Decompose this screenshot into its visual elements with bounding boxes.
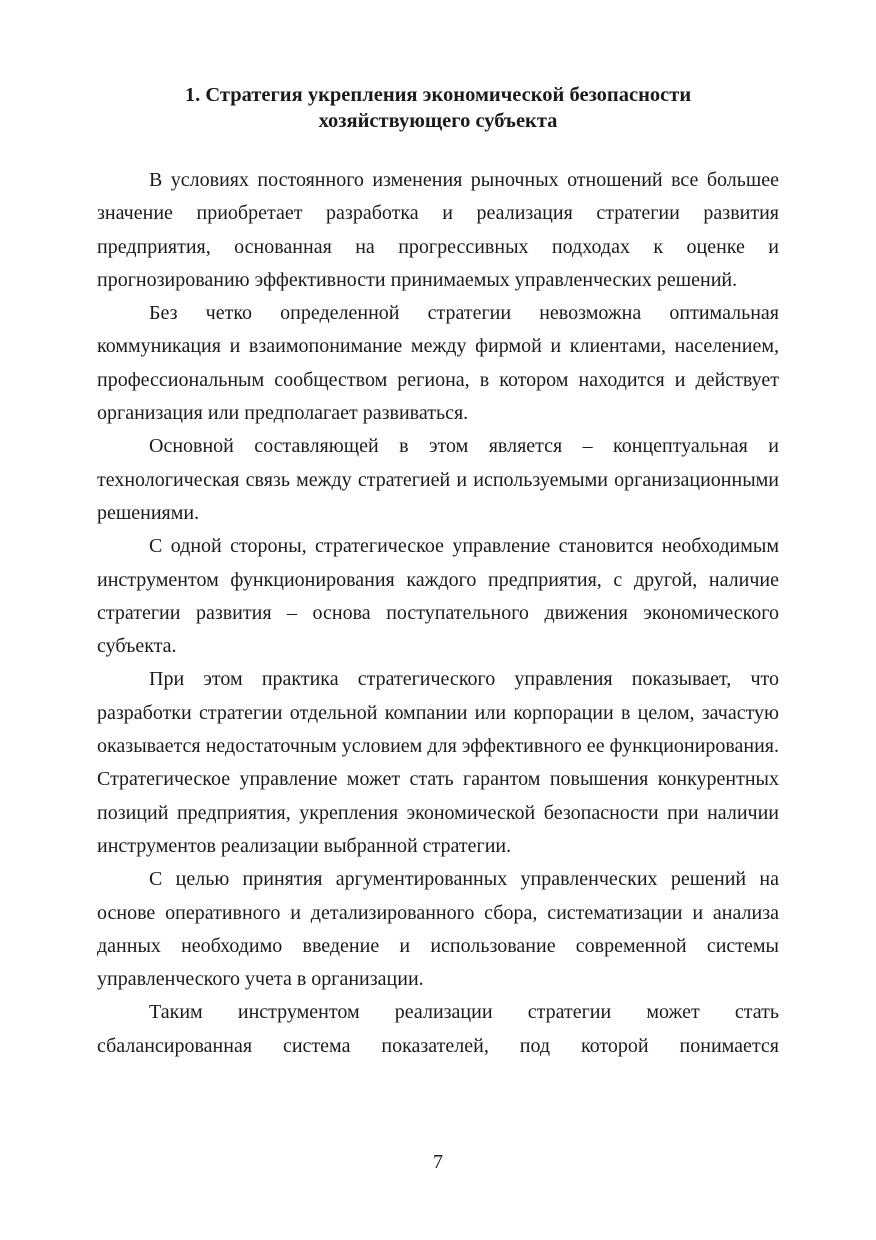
section-title [97, 82, 779, 134]
paragraph-1: В условиях постоянного изменения рыночных отношений все большее значение приобретает разработка и реализация стратегии развития предприятия, основанная на прогрессивных подходах к оценке и прогнозированию эффективности принимаемых управленческих решений. [97, 169, 779, 291]
paragraph-3: Основной составляющей в этом является – концептуальная и технологическая связь между стратегией и используемыми организационными решениями. [97, 435, 779, 524]
paragraph-4: С одной стороны, стратегическое управление становится необходимым инструментом функционирования каждого предприятия, с другой, наличие стратегии развития – основа поступательного движения экономического субъекта. [97, 535, 779, 658]
paragraph-5: При этом практика стратегического управления показывает, что разработки стратегии отдельной компании или корпорации в целом, зачастую оказывается недостаточным условием для эффективного ее функционирования. Стратегическое управление может стать гарантом повышения конкурентных позиций предприятия, укрепления экономической безопасности при наличии инструментов реализации выбранной стратегии. [97, 668, 779, 857]
page-number: 7 [433, 1151, 443, 1173]
paragraph-2: Без четко определенной стратегии невозможна оптимальная коммуникация и взаимопонимание между фирмой и клиентами, населением, профессиональным сообществом региона, в котором находится и действует организация или предполагает развиваться. [97, 302, 779, 425]
section-title-line-2: хозяйствующего субъекта [318, 110, 558, 132]
document-page [97, 82, 779, 1063]
paragraph-6: С целью принятия аргументированных управленческих решений на основе оперативного и детализированного сбора, систематизации и анализа данных необходимо введение и использование современной системы управленческого учета в организации. [97, 868, 779, 991]
section-title-line-1: 1. Стратегия укрепления экономической безопасности [184, 84, 692, 106]
paragraph-7: Таким инструментом реализации стратегии может стать сбалансированная система показателей, под которой понимается [97, 1001, 779, 1057]
